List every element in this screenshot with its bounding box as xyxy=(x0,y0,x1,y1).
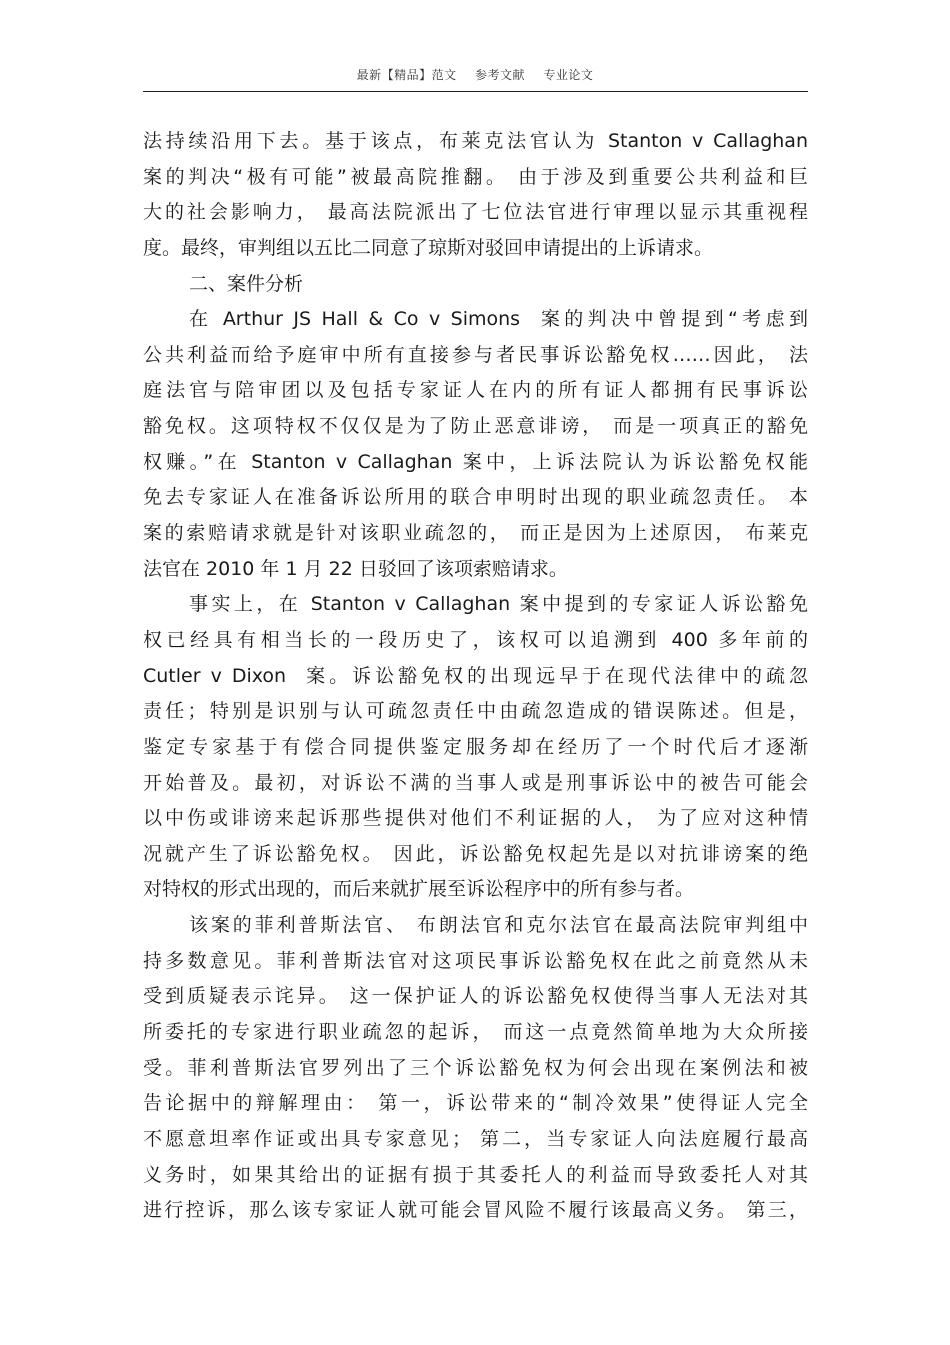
text-line: 案的索赔请求就是针对该职业疏忽的， 而正是因为上述原因， 布莱克 xyxy=(143,522,808,545)
text-line: 不愿意坦率作证或出具专家意见； 第二，当专家证人向法庭履行最高 xyxy=(143,1127,808,1150)
text-line: 告论据中的辩解理由： 第一，诉讼带来的“制冷效果”使得证人完全 xyxy=(143,1092,808,1115)
text-line: Cutler v Dixon 案。诉讼豁免权的出现远早于在现代法律中的疏忽 xyxy=(143,664,808,687)
section-heading: 二、案件分析 xyxy=(189,272,304,295)
text-line: 免去专家证人在准备诉讼所用的联合申明时出现的职业疏忽责任。 本 xyxy=(143,486,808,509)
text-line: 权已经具有相当长的一段历史了，该权可以追溯到 400 多年前的 xyxy=(143,628,808,651)
text-line: 法持续沿用下去。基于该点，布莱克法官认为 Stanton v Callaghan xyxy=(143,130,808,152)
text-line: 义务时，如果其给出的证据有损于其委托人的利益而导致委托人对其 xyxy=(143,1163,808,1186)
header-item-references: 参考文献 xyxy=(474,68,525,82)
text-line: 进行控诉，那么该专家证人就可能会冒风险不履行该最高义务。 第三， xyxy=(143,1199,808,1222)
text-line: 在 Arthur JS Hall & Co v Simons 案的判决中曾提到“考虑到 xyxy=(189,308,808,331)
text-line: 法官在 2010 年 1 月 22 日驳回了该项索赔请求。 xyxy=(143,557,568,580)
page-header xyxy=(0,66,950,83)
text-line: 持多数意见。菲利普斯法官对这项民事诉讼豁免权在此之前竟然从未 xyxy=(143,949,808,972)
text-line: 开始普及。最初，对诉讼不满的当事人或是刑事诉讼中的被告可能会 xyxy=(143,771,808,794)
text-line: 权赚。”在 Stanton v Callaghan 案中，上诉法院认为诉讼豁免权能 xyxy=(143,450,808,473)
text-line: 豁免权。这项特权不仅仅是为了防止恶意诽谤， 而是一项真正的豁免 xyxy=(143,415,808,438)
text-line: 所委托的专家进行职业疏忽的起诉， 而这一点竟然简单地为大众所接 xyxy=(143,1021,808,1044)
text-line: 公共利益而给予庭审中所有直接参与者民事诉讼豁免权……因此， 法 xyxy=(143,343,808,366)
text-line: 鉴定专家基于有偿合同提供鉴定服务却在经历了一个时代后才逐渐 xyxy=(143,735,808,758)
text-line: 受到质疑表示诧异。 这一保护证人的诉讼豁免权使得当事人无法对其 xyxy=(143,985,808,1008)
text-line: 责任；特别是识别与认可疏忽责任中由疏忽造成的错误陈述。但是， xyxy=(143,700,808,723)
text-line: 对特权的形式出现的，而后来就扩展至诉讼程序中的所有参与者。 xyxy=(143,878,695,901)
header-item-fanwen: 最新【精品】范文 xyxy=(356,68,457,82)
text-line: 况就产生了诉讼豁免权。 因此，诉讼豁免权起先是以对抗诽谤案的绝 xyxy=(143,842,808,865)
text-line: 以中伤或诽谤来起诉那些提供对他们不利证据的人， 为了应对这种情 xyxy=(143,807,808,830)
text-line: 案的判决“极有可能”被最高院推翻。 由于涉及到重要公共利益和巨 xyxy=(143,165,808,188)
header-divider xyxy=(143,91,808,92)
text-line: 事实上，在 Stanton v Callaghan 案中提到的专家证人诉讼豁免 xyxy=(189,593,808,616)
text-line: 该案的菲利普斯法官、 布朗法官和克尔法官在最高法院审判组中 xyxy=(189,914,808,937)
text-line: 庭法官与陪审团以及包括专家证人在内的所有证人都拥有民事诉讼 xyxy=(143,379,808,402)
text-line: 度。最终，审判组以五比二同意了琼斯对驳回申请提出的上诉请求。 xyxy=(143,236,714,259)
header-item-papers: 专业论文 xyxy=(543,68,594,82)
text-line: 受。菲利普斯法官罗列出了三个诉讼豁免权为何会出现在案例法和被 xyxy=(143,1056,808,1079)
text-line: 大的社会影响力， 最高法院派出了七位法官进行审理以显示其重视程 xyxy=(143,201,808,224)
document-body xyxy=(143,124,808,1229)
